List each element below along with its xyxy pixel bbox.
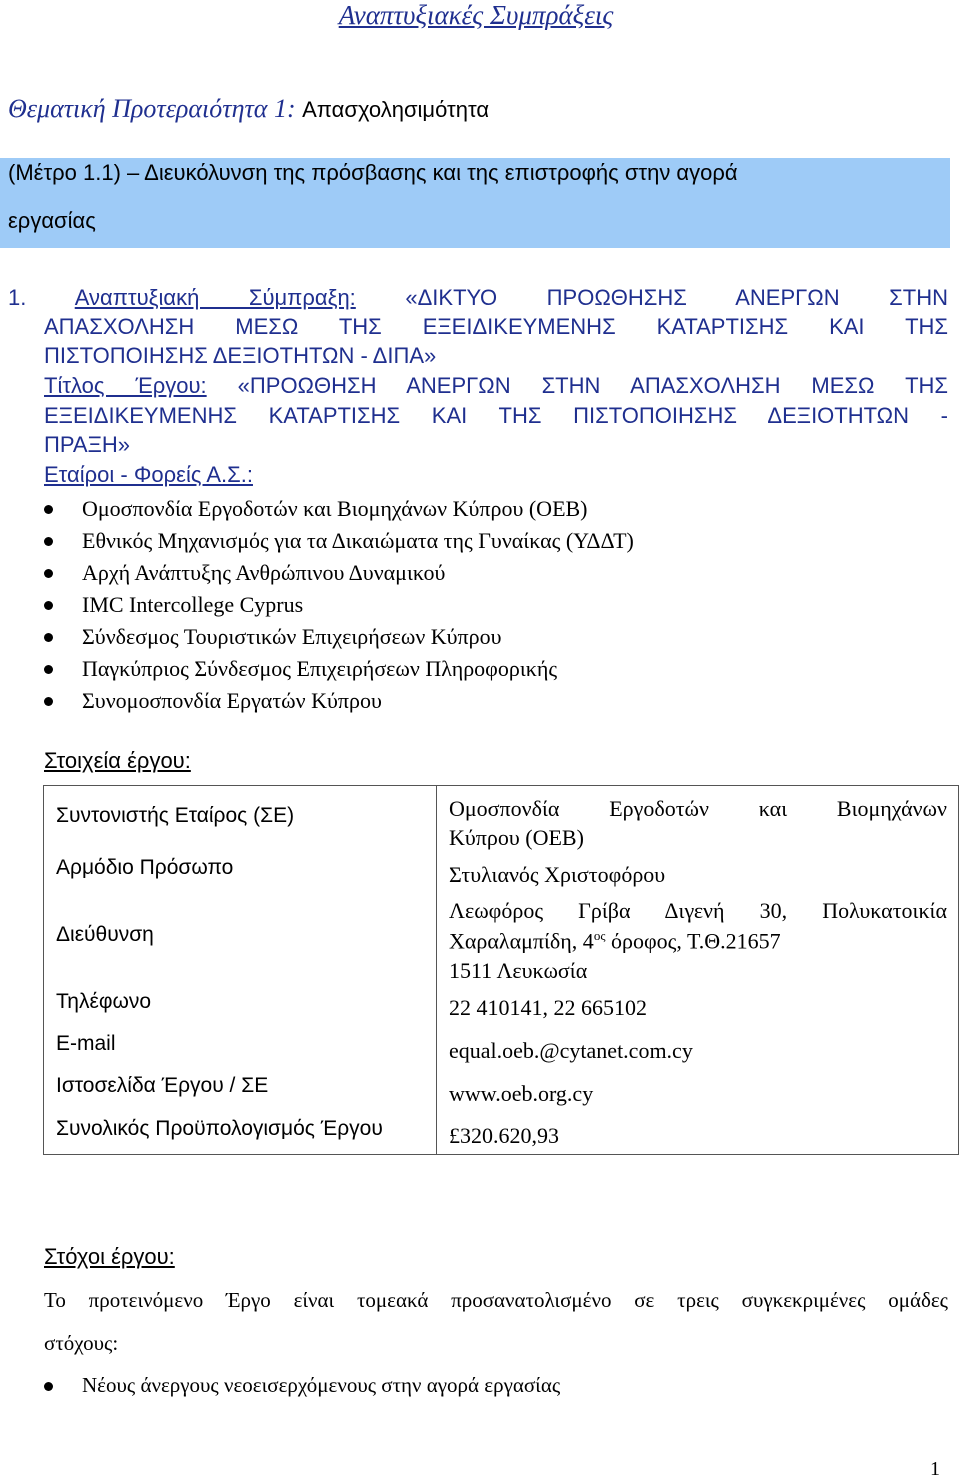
email-value: equal.oeb.@cytanet.com.cy: [449, 1038, 693, 1063]
page-number: 1: [930, 1458, 940, 1480]
goals-text-2: στόχους:: [44, 1331, 119, 1355]
website-label: Ιστοσελίδα Έργου / ΣΕ: [56, 1074, 269, 1097]
partnership-line-1: [8, 283, 948, 312]
bullet: [44, 697, 53, 706]
contact-value: Στυλιανός Χριστοφόρου: [449, 862, 666, 887]
thematic-priority: [8, 94, 489, 124]
bullet: [44, 633, 53, 642]
address-label: Διεύθυνση: [56, 923, 154, 946]
table-divider: [436, 786, 437, 1154]
address-line-1: Λεωφόρος Γρίβα Διγενή 30, Πολυκατοικία: [449, 898, 947, 923]
phone-value: 22 410141, 22 665102: [449, 995, 647, 1020]
coordinator-label: Συντονιστής Εταίρος (ΣΕ): [56, 804, 295, 827]
ordinal-suffix: ος: [593, 928, 606, 943]
priority-value: Απασχολησιμότητα: [302, 97, 490, 122]
partnership-number: 1.: [8, 285, 27, 310]
bullet: [44, 537, 53, 546]
project-title-line-1: [44, 371, 948, 400]
partnership-line-3: ΠΙΣΤΟΠΟΙΗΣΗΣ ΔΕΞΙΟΤΗΤΩΝ - ΔΙΠΑ»: [44, 343, 437, 368]
contact-label: Αρμόδιο Πρόσωπο: [56, 856, 234, 879]
goal-item: Νέους άνεργους νεοεισερχόμενους στην αγορά εργασίας: [82, 1373, 561, 1397]
goals-heading: Στόχοι έργου:: [44, 1244, 175, 1269]
bullet: [44, 569, 53, 578]
email-label: E-mail: [56, 1032, 116, 1055]
list-item: [44, 1373, 744, 1401]
bullet: [44, 601, 53, 610]
project-title-1: «ΠΡΟΩΘΗΣΗ ΑΝΕΡΓΩΝ ΣΤΗΝ ΑΠΑΣΧΟΛΗΣΗ ΜΕΣΩ ΤΗΣ: [237, 373, 948, 398]
partnership-line-2: ΑΠΑΣΧΟΛΗΣΗ ΜΕΣΩ ΤΗΣ ΕΞΕΙΔΙΚΕΥΜΕΝΗΣ ΚΑΤΑΡΤΙΣΗΣ ΚΑΙ ΤΗΣ: [44, 314, 948, 339]
details-heading: Στοιχεία έργου:: [44, 748, 191, 773]
bullet: [44, 505, 53, 514]
partnership-name-1: «ΔΙΚΤΥΟ ΠΡΟΩΘΗΣΗΣ ΑΝΕΡΓΩΝ ΣΤΗΝ: [405, 285, 948, 310]
bullet: [44, 1382, 53, 1391]
address-line-2: Χαραλαμπίδη, $4^{o\varsigma}$ όροφος, Τ.Θ.21657: [449, 928, 781, 954]
project-title-line-3: ΠΡΑΞΗ»: [44, 432, 131, 457]
coordinator-value-2: Κύπρου (ΟΕΒ): [449, 825, 584, 850]
partnership-label: Αναπτυξιακή Σύμπραξη:: [74, 285, 356, 310]
project-title-label: Τίτλος Έργου:: [44, 373, 207, 398]
budget-value: £320.620,93: [449, 1123, 559, 1148]
measure-line-1: (Μέτρο 1.1) – Διευκόλυνση της πρόσβασης και της επιστροφής στην αγορά: [8, 160, 738, 185]
goals-text-1: Το προτεινόμενο Έργο είναι τομεακά προσανατολισμένο σε τρεις συγκεκριμένες ομάδες: [44, 1288, 948, 1312]
address-line-3: 1511 Λευκωσία: [449, 958, 588, 983]
page-title: Αναπτυξιακές Συμπράξεις: [338, 0, 614, 30]
measure-line-2: εργασίας: [8, 208, 96, 233]
phone-label: Τηλέφωνο: [56, 990, 152, 1013]
budget-label: Συνολικός Προϋπολογισμός Έργου: [56, 1117, 383, 1140]
website-value: www.oeb.org.cy: [449, 1081, 594, 1106]
priority-label: Θεματική Προτεραιότητα 1:: [8, 94, 296, 123]
project-title-line-2: ΕΞΕΙΔΙΚΕΥΜΕΝΗΣ ΚΑΤΑΡΤΙΣΗΣ ΚΑΙ ΤΗΣ ΠΙΣΤΟΠΟΙΗΣΗΣ ΔΕΞΙΟΤΗΤΩΝ -: [44, 403, 948, 428]
partners-label: Εταίροι - Φορείς Α.Σ.:: [44, 462, 253, 487]
bullet: [44, 665, 53, 674]
coordinator-value-1: Ομοσπονδία Εργοδοτών και Βιομηχάνων: [449, 796, 947, 821]
partners-heading: [44, 460, 253, 489]
